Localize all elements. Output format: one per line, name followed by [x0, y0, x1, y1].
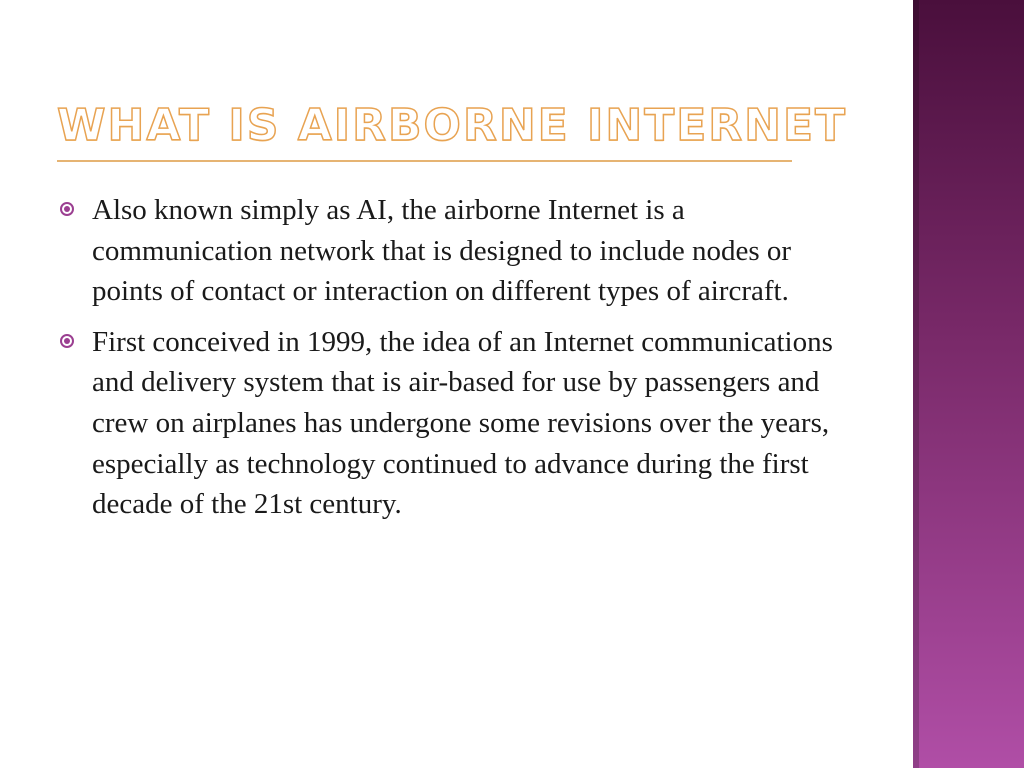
- slide-title: WHAT IS AIRBORNE INTERNET: [57, 100, 848, 151]
- title-underline: [57, 160, 792, 162]
- circled-dot-icon: [60, 334, 74, 348]
- bullet-text: Also known simply as AI, the airborne Internet is a communication network that is designed to include nodes or points of contact or interaction on different types of aircraft.: [92, 194, 792, 308]
- bullet-text: First conceived in 1999, the idea of an Internet communications and delivery system that is air-based for use by passengers and crew on airplanes has undergone some revisions over the years, especially as technology continued to advance during the first decade of the 21st century.: [92, 325, 833, 521]
- bullet-item: [60, 322, 850, 525]
- bullet-item: [60, 190, 850, 312]
- circled-dot-icon: [60, 202, 74, 216]
- decorative-side-band: [913, 0, 1024, 768]
- bullet-list: [60, 190, 850, 535]
